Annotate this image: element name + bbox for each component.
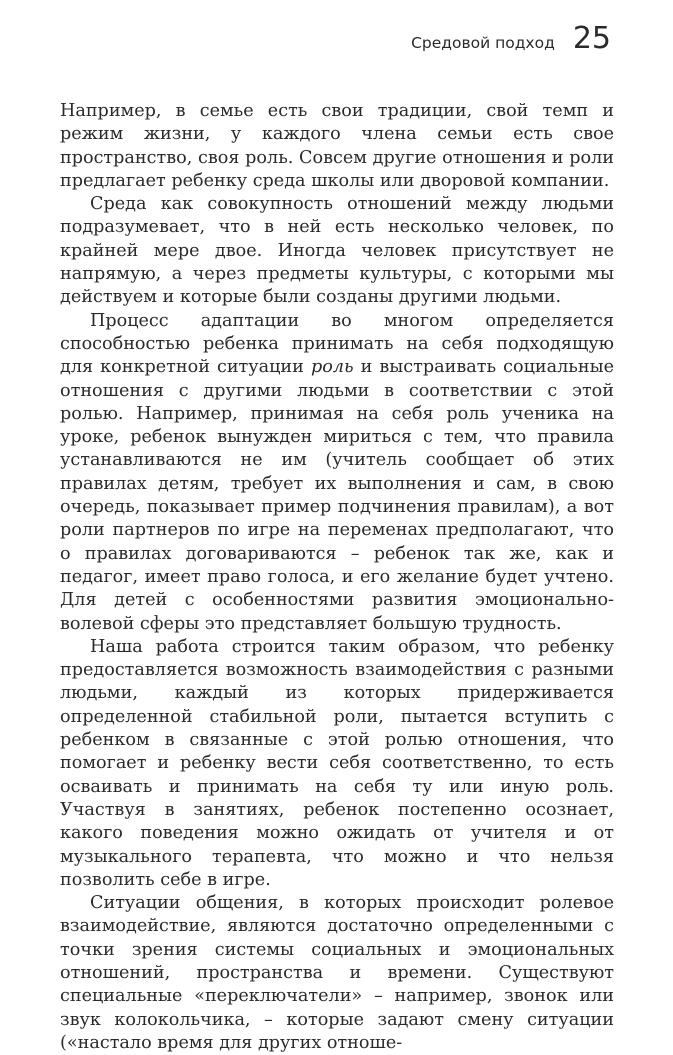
emphasized-term: роль bbox=[310, 357, 354, 378]
paragraph: Среда как совокупность отношений между людьми подразумевает, что в ней есть несколько человек, по крайней мере двое. Иногда человек присутствует не напрямую, а через предметы культуры, с которыми мы действуем и которые были созданы другими людьми. bbox=[60, 194, 614, 308]
page-number: 25 bbox=[572, 21, 611, 56]
paragraph: Например, в семье есть свои традиции, свой темп и режим жизни, у каждого члена семьи есть свое пространство, своя роль. Совсем другие отношения и роли предлагает ребенку среда школы или дворовой компании. bbox=[60, 101, 614, 191]
paragraph: Наша работа строится таким образом, что ребенку предоставляется возможность взаимодействия с разными людьми, каждый из которых придерживается определенной стабильной роли, пытается вступить с ребенком в связанные с этой ролью отношения, что помогает и ребенку вести себя соответственно, то есть осваивать и принимать на себя ту или иную роль. Участвуя в занятиях, ребенок постепенно осознает, какого поведения можно ожидать от учителя и от музыкального терапевта, что можно и что нельзя позволить себе в игре. bbox=[60, 636, 614, 890]
running-title: Средовой подход bbox=[411, 34, 555, 52]
paragraph-text: и выстраивать социальные отношения с другими людьми в соответствии с этой ролью. Например, принимая на себя роль ученика на уроке, ребенок вынужден мириться с тем, что правила устанавливаются не им (учитель сообщает об этих правилах детям, требует их выполнения и сам, в свою очередь, показывает пример подчинения правилам), а вот роли партнеров по игре на переменах предполагают, что о правилах договариваются – ребенок так же, как и педагог, имеет право голоса, и его желание будет учтено. Для детей с особенностями развития эмоционально-волевой сферы это представляет большую трудность. bbox=[60, 357, 614, 634]
page-header bbox=[411, 21, 611, 56]
paragraph bbox=[60, 310, 614, 636]
body-text bbox=[60, 100, 614, 1055]
paragraph-text: Процесс адаптации во многом определяется способностью ребенка принимать на себя подходящую для конкретной ситуации bbox=[60, 310, 614, 378]
paragraph: Ситуации общения, в которых происходит ролевое взаимодействие, являются достаточно определенными с точки зрения системы социальных и эмоциональных отношений, пространства и времени. Существуют специальные «переключатели» – например, звонок или звук колокольчика, – которые задают смену ситуации («настало время для других отноше- bbox=[60, 893, 614, 1053]
